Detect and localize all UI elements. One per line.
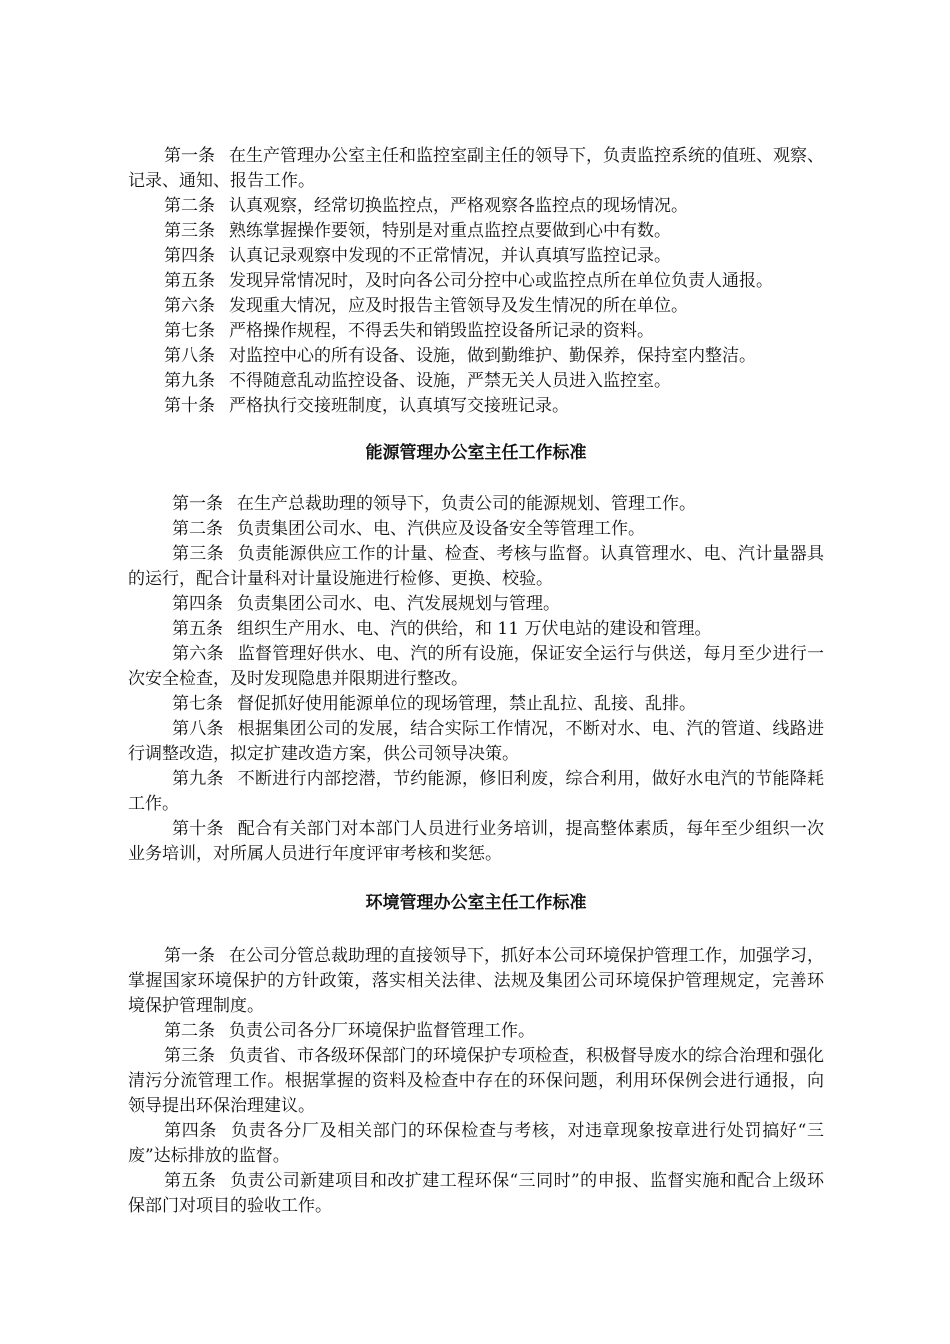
article-text: 认真观察，经常切换监控点，严格观察各监控点的现场情况。 [229, 196, 688, 216]
article-text: 负责公司各分厂环境保护监督管理工作。 [229, 1021, 535, 1041]
article-text: 组织生产用水、电、汽的供给，和 11 万伏电站的建设和管理。 [237, 619, 712, 639]
article-paragraph [128, 269, 824, 294]
article-number: 第七条 [164, 321, 215, 341]
article-text: 负责集团公司水、电、汽发展规划与管理。 [237, 594, 560, 614]
section-environment-office [128, 944, 824, 1219]
article-number: 第一条 [164, 146, 215, 166]
article-text: 监督管理好供水、电、汽的所有设施，保证安全运行与供送，每月至少进行一次安全检查，及时发现隐患并限期进行整改。 [128, 644, 824, 689]
article-number: 第三条 [164, 221, 215, 241]
article-number: 第七条 [172, 694, 223, 714]
article-number: 第八条 [164, 346, 215, 366]
article-paragraph [128, 717, 824, 767]
article-paragraph [128, 294, 824, 319]
article-paragraph [128, 194, 824, 219]
article-text: 不得随意乱动监控设备、设施，严禁无关人员进入监控室。 [229, 371, 671, 391]
article-paragraph [128, 144, 824, 194]
article-text: 督促抓好使用能源单位的现场管理，禁止乱拉、乱接、乱排。 [237, 694, 696, 714]
article-text: 负责能源供应工作的计量、检查、考核与监督。认真管理水、电、汽计量器具的运行，配合计量科对计量设施进行检修、更换、校验。 [128, 544, 824, 589]
article-number: 第十条 [172, 819, 224, 839]
article-paragraph [128, 692, 824, 717]
article-paragraph [128, 944, 824, 1019]
article-number: 第五条 [164, 271, 215, 291]
article-paragraph [128, 319, 824, 344]
article-text: 在生产总裁助理的领导下，负责公司的能源规划、管理工作。 [237, 494, 696, 514]
article-paragraph [128, 642, 824, 692]
article-text: 严格执行交接班制度，认真填写交接班记录。 [229, 396, 569, 416]
section-heading-environment: 环境管理办公室主任工作标准 [365, 893, 587, 913]
article-text: 对监控中心的所有设备、设施，做到勤维护、勤保养，保持室内整洁。 [229, 346, 756, 366]
article-number: 第二条 [172, 519, 223, 539]
article-number: 第四条 [164, 246, 215, 266]
article-text: 发现重大情况，应及时报告主管领导及发生情况的所在单位。 [229, 296, 688, 316]
article-number: 第三条 [172, 544, 224, 564]
article-number: 第六条 [172, 644, 224, 664]
article-number: 第十条 [164, 396, 215, 416]
article-paragraph [128, 817, 824, 867]
article-text: 熟练掌握操作要领，特别是对重点监控点要做到心中有数。 [229, 221, 671, 241]
article-text: 负责公司新建项目和改扩建工程环保“三同时”的申报、监督实施和配合上级环保部门对项目的验收工作。 [128, 1171, 825, 1216]
article-number: 第一条 [164, 946, 215, 966]
article-number: 第九条 [172, 769, 224, 789]
article-paragraph [128, 1044, 824, 1119]
article-number: 第一条 [172, 494, 223, 514]
article-text: 认真记录观察中发现的不正常情况，并认真填写监控记录。 [229, 246, 671, 266]
article-paragraph [128, 369, 824, 394]
article-text: 根据集团公司的发展，结合实际工作情况，不断对水、电、汽的管道、线路进行调整改造，拟定扩建改造方案，供公司领导决策。 [128, 719, 824, 764]
section-energy-office [128, 492, 824, 867]
article-paragraph [128, 517, 824, 542]
article-number: 第四条 [172, 594, 223, 614]
article-text: 配合有关部门对本部门人员进行业务培训，提高整体素质，每年至少组织一次业务培训，对所属人员进行年度评审考核和奖惩。 [128, 819, 824, 864]
article-paragraph [128, 219, 824, 244]
article-number: 第九条 [164, 371, 215, 391]
article-paragraph [128, 617, 824, 642]
section-heading-energy: 能源管理办公室主任工作标准 [365, 443, 587, 463]
article-paragraph [128, 542, 824, 592]
article-paragraph [128, 1119, 824, 1169]
article-number: 第二条 [164, 1021, 215, 1041]
article-paragraph [128, 394, 824, 419]
article-number: 第四条 [164, 1121, 218, 1141]
article-paragraph [128, 1019, 824, 1044]
article-text: 在生产管理办公室主任和监控室副主任的领导下，负责监控系统的值班、观察、记录、通知、报告工作。 [128, 146, 824, 191]
article-number: 第六条 [164, 296, 215, 316]
article-paragraph [128, 767, 824, 817]
article-paragraph [128, 344, 824, 369]
article-text: 不断进行内部挖潜，节约能源，修旧利废，综合利用，做好水电汽的节能降耗工作。 [128, 769, 824, 814]
article-paragraph [128, 244, 824, 269]
article-text: 严格操作规程，不得丢失和销毁监控设备所记录的资料。 [229, 321, 654, 341]
article-number: 第八条 [172, 719, 224, 739]
article-paragraph [128, 592, 824, 617]
article-number: 第二条 [164, 196, 215, 216]
article-text: 负责集团公司水、电、汽供应及设备安全等管理工作。 [237, 519, 645, 539]
article-number: 第三条 [164, 1046, 215, 1066]
article-paragraph [128, 1169, 824, 1219]
article-number: 第五条 [172, 619, 223, 639]
article-text: 负责各分厂及相关部门的环保检查与考核，对违章现象按章进行处罚搞好“三废”达标排放的监督。 [128, 1121, 824, 1166]
article-number: 第五条 [164, 1171, 217, 1191]
article-text: 在公司分管总裁助理的直接领导下，抓好本公司环境保护管理工作，加强学习，掌握国家环境保护的方针政策，落实相关法律、法规及集团公司环境保护管理规定，完善环境保护管理制度。 [128, 946, 824, 1016]
article-paragraph [128, 492, 824, 517]
section-monitoring-duty [128, 144, 824, 419]
article-text: 发现异常情况时，及时向各公司分控中心或监控点所在单位负责人通报。 [229, 271, 773, 291]
article-text: 负责省、市各级环保部门的环境保护专项检查，积极督导废水的综合治理和强化清污分流管理工作。根据掌握的资料及检查中存在的环保问题，利用环保例会进行通报，向领导提出环保治理建议。 [128, 1046, 824, 1116]
